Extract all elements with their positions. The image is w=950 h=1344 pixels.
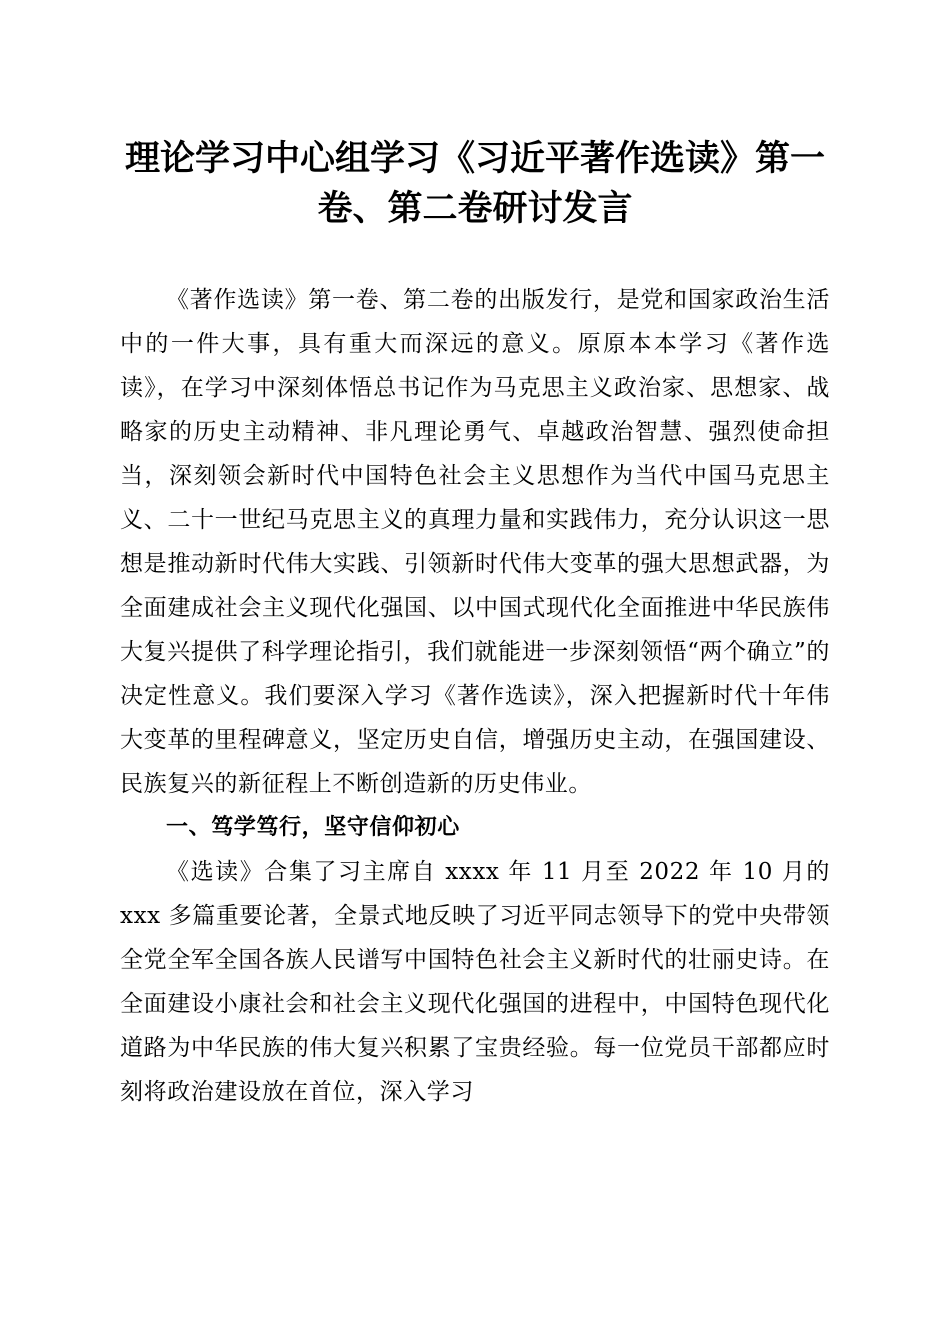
document-body (120, 278, 830, 1114)
title-line-1: 理论学习中心组学习《习近平著作选读》第一 (124, 138, 825, 179)
intro-paragraph: 《著作选读》第一卷、第二卷的出版发行，是党和国家政治生活中的一件大事，具有重大而深远的意义。原原本本学习《著作选读》，在学习中深刻体悟总书记作为马克思主义政治家、思想家、战略家的历史主动精神、非凡理论勇气、卓越政治智慧、强烈使命担当，深刻领会新时代中国特色社会主义思想作为当代中国马克思主义、二十一世纪马克思主义的真理力量和实践伟力，充分认识这一思想是推动新时代伟大实践、引领新时代伟大变革的强大思想武器，为全面建成社会主义现代化强国、以中国式现代化全面推进中华民族伟大复兴提供了科学理论指引，我们就能进一步深刻领悟“两个确立”的决定性意义。我们要深入学习《著作选读》，深入把握新时代十年伟大变革的里程碑意义，坚定历史自信，增强历史主动，在强国建设、民族复兴的新征程上不断创造新的历史伟业。 (120, 287, 830, 797)
section-heading: 一、笃学笃行，坚守信仰初心 (166, 815, 460, 840)
section-paragraph: 《选读》合集了习主席自 xxxx 年 11 月至 2022 年 10 月的 xxx 多篇重要论著，全景式地反映了习近平同志领导下的党中央带领全党全军全国各族人民谱写中国特色社会主义新时代的壮丽史诗。在全面建设小康社会和社会主义现代化强国的进程中，中国特色现代化道路为中华民族的伟大复兴积累了宝贵经验。每一位党员干部都应时刻将政治建设放在首位，深入学习 (120, 859, 830, 1105)
title-line-2: 卷、第二卷研讨发言 (317, 188, 633, 229)
document-title (100, 134, 850, 234)
